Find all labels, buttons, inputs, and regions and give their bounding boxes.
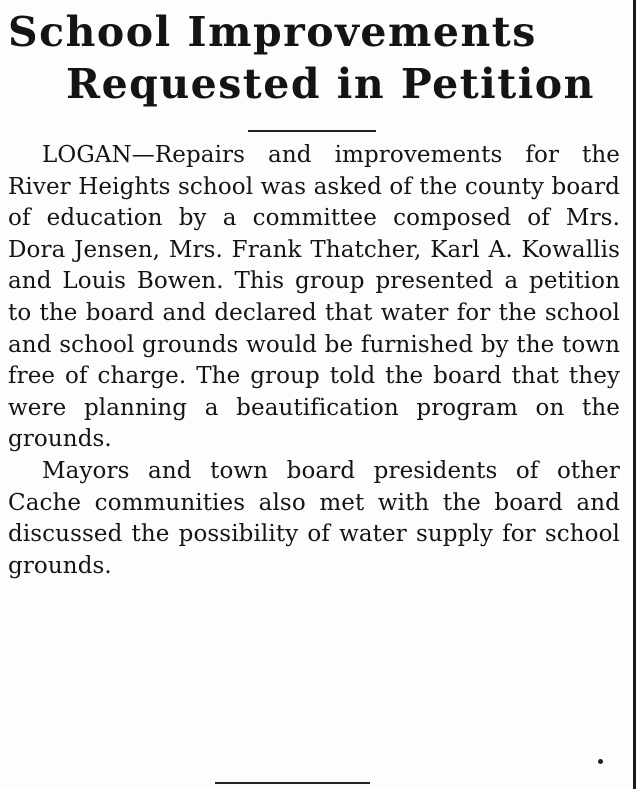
paragraph-1: LOGAN—Repairs and improvements for the River Heights school was asked of the county board of education by a committee composed of Mrs. Dora Jensen, Mrs. Frank Thatcher, Karl A. Kowallis and Louis Bowen. This group presented a petition to the board and declared that water for the school and school grounds would be furnished by the town free of charge. The group told the board that they were planning a beautification program on the grounds. bbox=[8, 142, 620, 453]
print-speck bbox=[598, 759, 603, 764]
headline-line-2: Requested in Petition bbox=[66, 60, 595, 108]
headline bbox=[0, 6, 632, 110]
headline-line-1: School Improvements bbox=[8, 8, 537, 56]
end-rule bbox=[215, 782, 370, 784]
headline-divider bbox=[248, 130, 376, 132]
paragraph-2: Mayors and town board presidents of other Cache communities also met with the board and discussed the possibility of water supply for school grounds. bbox=[8, 457, 620, 579]
article-body bbox=[8, 140, 620, 582]
